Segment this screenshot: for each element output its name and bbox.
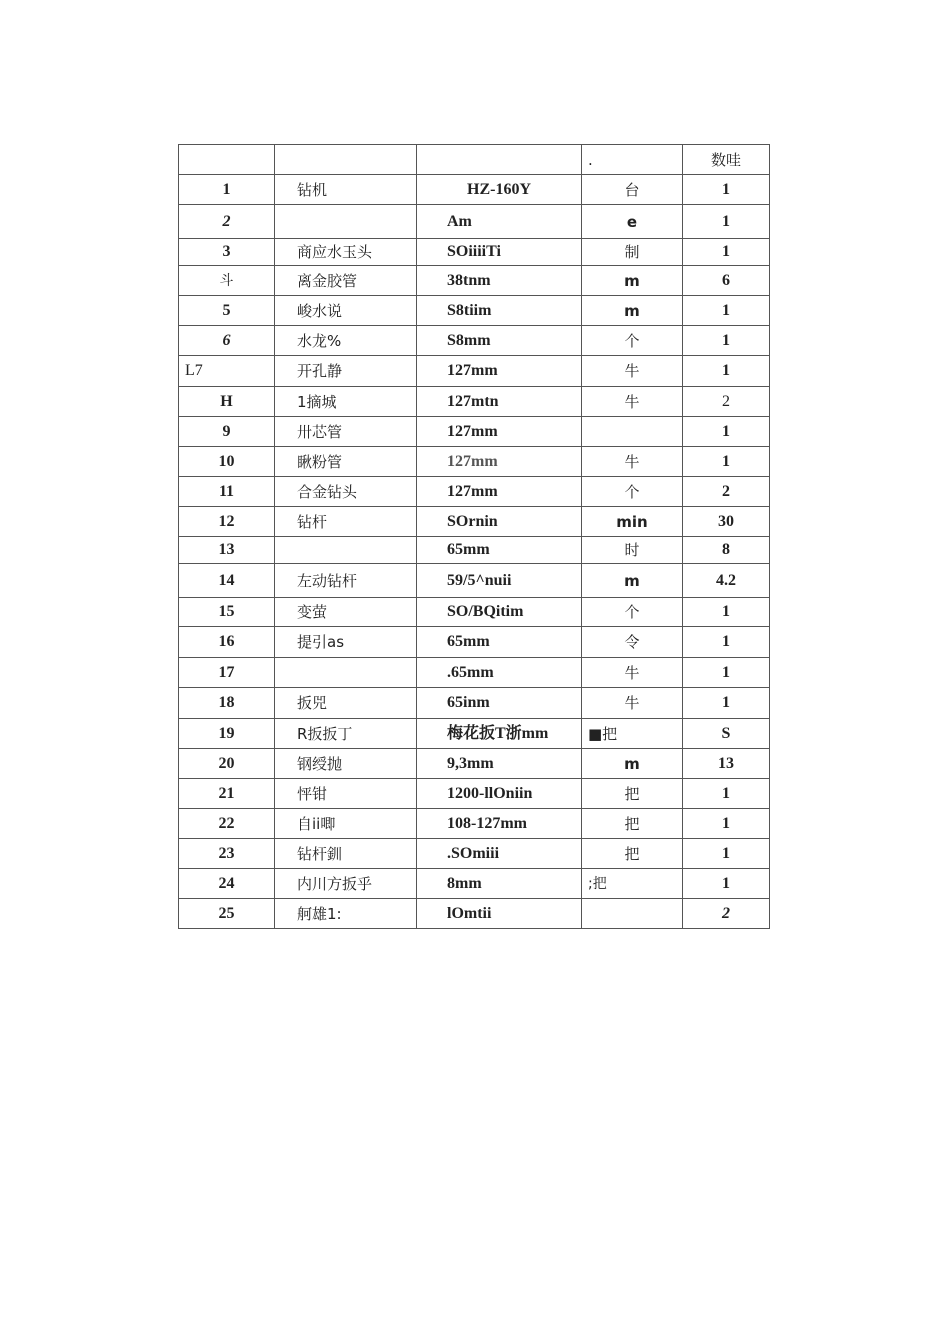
item-unit: 时 (582, 537, 683, 564)
item-unit: 牛 (582, 387, 683, 417)
item-quantity: 13 (683, 749, 770, 779)
header-cell-quantity: 数哇 (683, 145, 770, 175)
item-quantity: 2 (683, 899, 770, 929)
item-name: 卅芯管 (275, 417, 417, 447)
item-unit: m (582, 296, 683, 326)
row-number: 22 (179, 809, 275, 839)
row-number: 5 (179, 296, 275, 326)
header-cell (275, 145, 417, 175)
item-unit: 把 (582, 839, 683, 869)
item-spec: 127mm (417, 356, 582, 387)
row-number: 19 (179, 719, 275, 749)
item-quantity: 1 (683, 779, 770, 809)
item-spec: 38tnm (417, 266, 582, 296)
item-name: 合金钻头 (275, 477, 417, 507)
item-spec: 65mm (417, 627, 582, 658)
table-row (179, 447, 770, 477)
item-unit: ;把 (582, 869, 683, 899)
item-name: 瞅粉管 (275, 447, 417, 477)
table-row (179, 779, 770, 809)
item-unit (582, 899, 683, 929)
table-row (179, 899, 770, 929)
item-quantity: 1 (683, 447, 770, 477)
item-name: 钻机 (275, 175, 417, 205)
item-quantity: 1 (683, 598, 770, 627)
item-spec: lOmtii (417, 899, 582, 929)
table-row (179, 658, 770, 688)
table-row (179, 266, 770, 296)
table-row (179, 564, 770, 598)
row-number: 25 (179, 899, 275, 929)
item-spec: 65mm (417, 537, 582, 564)
item-unit: m (582, 266, 683, 296)
row-number: 10 (179, 447, 275, 477)
row-number: 6 (179, 326, 275, 356)
row-number: 2 (179, 205, 275, 239)
table-row (179, 839, 770, 869)
row-number: H (179, 387, 275, 417)
item-unit: 个 (582, 598, 683, 627)
table-row (179, 688, 770, 719)
item-unit (582, 417, 683, 447)
table-row (179, 627, 770, 658)
item-quantity: 6 (683, 266, 770, 296)
item-quantity: 1 (683, 809, 770, 839)
row-number: 12 (179, 507, 275, 537)
item-quantity: 1 (683, 296, 770, 326)
row-number: 24 (179, 869, 275, 899)
item-spec: 65inm (417, 688, 582, 719)
row-number: 13 (179, 537, 275, 564)
item-quantity: 1 (683, 417, 770, 447)
item-quantity: 8 (683, 537, 770, 564)
item-name: 变萤 (275, 598, 417, 627)
item-unit: 制 (582, 239, 683, 266)
item-quantity: 4.2 (683, 564, 770, 598)
table-row (179, 417, 770, 447)
item-unit: 个 (582, 326, 683, 356)
item-quantity: 2 (683, 387, 770, 417)
item-unit: 牛 (582, 356, 683, 387)
item-name: 扳兕 (275, 688, 417, 719)
item-name: 商应水玉头 (275, 239, 417, 266)
item-spec: 1200-llOniin (417, 779, 582, 809)
header-cell: . (582, 145, 683, 175)
item-name: 离金胶管 (275, 266, 417, 296)
item-unit: 台 (582, 175, 683, 205)
table-row (179, 387, 770, 417)
table-row (179, 869, 770, 899)
table-row (179, 598, 770, 627)
item-name: 自ii唧 (275, 809, 417, 839)
table-row (179, 537, 770, 564)
table-row (179, 477, 770, 507)
row-number: 斗 (179, 266, 275, 296)
item-quantity: 1 (683, 326, 770, 356)
table-row (179, 296, 770, 326)
item-unit: 把 (582, 809, 683, 839)
item-spec: HZ-160Y (417, 175, 582, 205)
table-row (179, 175, 770, 205)
item-name (275, 658, 417, 688)
row-number: 1 (179, 175, 275, 205)
item-name: 峻水说 (275, 296, 417, 326)
item-spec: Am (417, 205, 582, 239)
item-unit: m (582, 749, 683, 779)
table-header-row (179, 145, 770, 175)
equipment-table (178, 144, 770, 929)
item-spec: 9,3mm (417, 749, 582, 779)
item-unit: 牛 (582, 688, 683, 719)
item-unit: e (582, 205, 683, 239)
row-number: 11 (179, 477, 275, 507)
item-quantity: 1 (683, 688, 770, 719)
item-spec: SOrnin (417, 507, 582, 537)
row-number: 9 (179, 417, 275, 447)
item-quantity: S (683, 719, 770, 749)
row-number: 16 (179, 627, 275, 658)
item-unit: min (582, 507, 683, 537)
item-name: 钻杆釧 (275, 839, 417, 869)
item-quantity: 2 (683, 477, 770, 507)
item-unit: 牛 (582, 447, 683, 477)
item-spec: .SOmiii (417, 839, 582, 869)
row-number: 14 (179, 564, 275, 598)
item-name: 舸雄1: (275, 899, 417, 929)
item-quantity: 1 (683, 175, 770, 205)
table-row (179, 239, 770, 266)
item-name (275, 205, 417, 239)
item-name: 钢绶抛 (275, 749, 417, 779)
row-number: 23 (179, 839, 275, 869)
item-spec: SO/BQitim (417, 598, 582, 627)
item-spec: 梅花扳T浙mm (417, 719, 582, 749)
item-spec: 127mm (417, 417, 582, 447)
row-number: 17 (179, 658, 275, 688)
table-row (179, 205, 770, 239)
equipment-table-sheet (178, 144, 770, 929)
item-unit: 令 (582, 627, 683, 658)
item-quantity: 1 (683, 356, 770, 387)
item-name: 提引as (275, 627, 417, 658)
item-unit: ■把 (582, 719, 683, 749)
table-row (179, 719, 770, 749)
item-unit: 个 (582, 477, 683, 507)
row-number: 18 (179, 688, 275, 719)
item-spec: 127mm (417, 477, 582, 507)
row-number: 20 (179, 749, 275, 779)
item-spec: 127mm (417, 447, 582, 477)
item-name: 钻杆 (275, 507, 417, 537)
item-spec: S8tiim (417, 296, 582, 326)
item-spec: 108-127mm (417, 809, 582, 839)
item-unit: 把 (582, 779, 683, 809)
row-number: 15 (179, 598, 275, 627)
item-spec: 127mtn (417, 387, 582, 417)
item-quantity: 1 (683, 205, 770, 239)
item-name: 内川方扳乎 (275, 869, 417, 899)
item-name: 怦钳 (275, 779, 417, 809)
item-unit: 牛 (582, 658, 683, 688)
row-number: 3 (179, 239, 275, 266)
item-quantity: 1 (683, 658, 770, 688)
item-name: R扳扳丁 (275, 719, 417, 749)
item-name (275, 537, 417, 564)
table-row (179, 809, 770, 839)
item-name: 开孔静 (275, 356, 417, 387)
row-number: L7 (179, 356, 275, 387)
item-spec: .65mm (417, 658, 582, 688)
item-spec: SOiiiiTi (417, 239, 582, 266)
table-row (179, 507, 770, 537)
item-spec: 8mm (417, 869, 582, 899)
table-row (179, 356, 770, 387)
item-quantity: 1 (683, 239, 770, 266)
item-name: 水龙% (275, 326, 417, 356)
item-name: 1摘城 (275, 387, 417, 417)
row-number: 21 (179, 779, 275, 809)
item-quantity: 1 (683, 869, 770, 899)
item-quantity: 1 (683, 839, 770, 869)
item-spec: 59/5^nuii (417, 564, 582, 598)
header-cell (417, 145, 582, 175)
item-quantity: 1 (683, 627, 770, 658)
table-row (179, 326, 770, 356)
item-name: 左动钻杆 (275, 564, 417, 598)
item-unit: m (582, 564, 683, 598)
table-row (179, 749, 770, 779)
header-cell (179, 145, 275, 175)
item-quantity: 30 (683, 507, 770, 537)
item-spec: S8mm (417, 326, 582, 356)
